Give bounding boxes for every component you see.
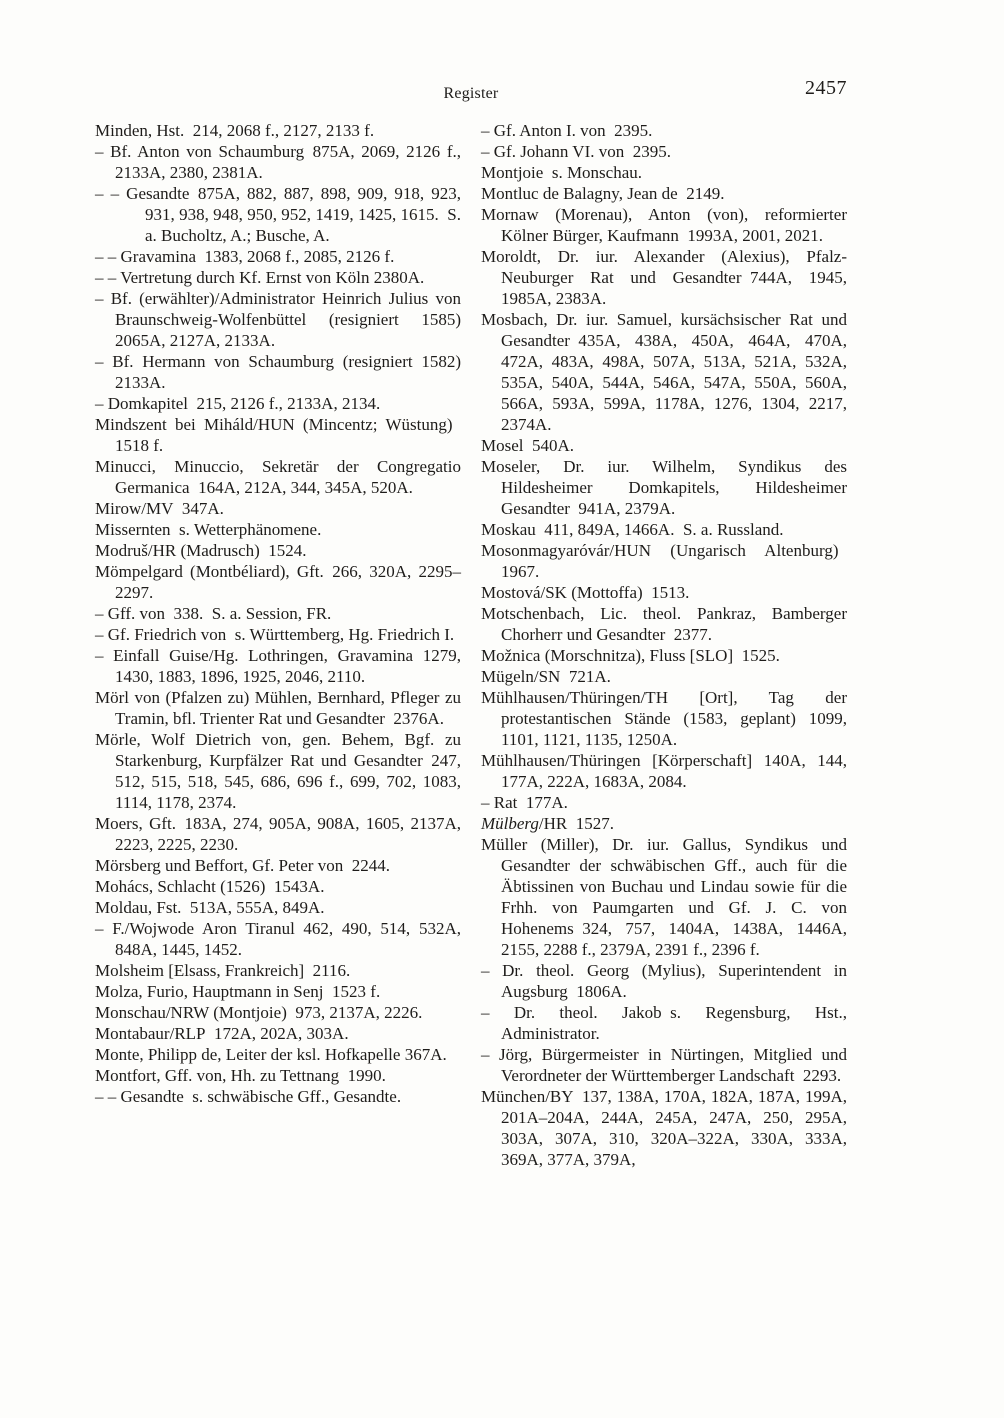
entry-text: – Gf. Friedrich von s. Württemberg, Hg. Friedrich I. bbox=[95, 625, 455, 644]
index-entry bbox=[95, 918, 461, 960]
entry-text: Montluc de Balagny, Jean de 2149. bbox=[481, 184, 725, 203]
index-entry bbox=[95, 897, 461, 918]
index-entry bbox=[481, 1044, 847, 1086]
entry-text: Mühlhausen/Thüringen/TH [Ort], Tag der protestantischen Stände (1583, geplant) 1099, 1101, 1121, 1135, 1250A. bbox=[481, 688, 847, 749]
index-entry bbox=[95, 561, 461, 603]
index-entry bbox=[95, 267, 461, 288]
entry-text: Montabaur/RLP 172A, 202A, 303A. bbox=[95, 1024, 349, 1043]
entry-text: – Bf. (erwählter)/Administrator Heinrich Julius von Braunschweig-Wolfenbüttel (resigniert 1585) 2065A, 2127A, 2133A. bbox=[95, 289, 461, 350]
entry-text: Mosbach, Dr. iur. Samuel, kursächsischer Rat und Gesandter 435A, 438A, 450A, 464A, 470A, 472A, 483A, 498A, 507A, 513A, 521A, 532A, 535A, 540A, 544A, 546A, 547A, 550A, 560A, 566A, 593A, 599A, 1178A, 1276, 1304, 2217, 2374A. bbox=[481, 310, 847, 434]
entry-text: – F./Wojwode Aron Tiranul 462, 490, 514, 532A, 848A, 1445, 1452. bbox=[95, 919, 461, 959]
entry-text: Mügeln/SN 721A. bbox=[481, 667, 611, 686]
entry-text: – Jörg, Bürgermeister in Nürtingen, Mitglied und Verordneter der Württemberger Landschaft 2293. bbox=[481, 1045, 847, 1085]
entry-text: – Gf. Johann VI. von 2395. bbox=[481, 142, 671, 161]
entry-text: Mühlhausen/Thüringen [Körperschaft] 140A, 144, 177A, 222A, 1683A, 2084. bbox=[481, 751, 847, 791]
index-entry bbox=[95, 540, 461, 561]
entry-text: – – Gesandte 875A, 882, 887, 898, 909, 918, 923, 931, 938, 948, 950, 952, 1419, 1425, 1615. S. a. Bucholtz, A.; Busche, A. bbox=[95, 184, 461, 245]
index-entry bbox=[481, 603, 847, 645]
index-entry bbox=[481, 1086, 847, 1170]
index-entry bbox=[481, 792, 847, 813]
entry-text: Moroldt, Dr. iur. Alexander (Alexius), Pfalz-Neuburger Rat und Gesandter 744A, 1945, 1985A, 2383A. bbox=[481, 247, 847, 308]
index-entry bbox=[95, 288, 461, 351]
index-entry bbox=[95, 687, 461, 729]
entry-text: – Gf. Anton I. von 2395. bbox=[481, 121, 653, 140]
entry-text: Mörle, Wolf Dietrich von, gen. Behem, Bgf. zu Starkenburg, Kurpfälzer Rat und Gesandter 247, 512, 515, 518, 545, 686, 696 f., 699, 702, 1083, 1114, 1178, 2374. bbox=[95, 730, 461, 812]
index-entry bbox=[95, 141, 461, 183]
entry-text: – Gff. von 338. S. a. Session, FR. bbox=[95, 604, 332, 623]
index-entry bbox=[481, 687, 847, 750]
index-entry bbox=[95, 624, 461, 645]
entry-text: München/BY 137, 138A, 170A, 182A, 187A, 199A, 201A–204A, 244A, 245A, 247A, 250, 295A, 303A, 307A, 310, 320A–322A, 330A, 333A, 369A, 377A, 379A, bbox=[481, 1087, 847, 1169]
entry-text: Montjoie s. Monschau. bbox=[481, 163, 643, 182]
entry-text: – – Gesandte s. schwäbische Gff., Gesandte. bbox=[95, 1087, 402, 1106]
index-entry bbox=[481, 435, 847, 456]
entry-text: – – Vertretung durch Kf. Ernst von Köln 2380A. bbox=[95, 268, 425, 287]
entry-text: Moskau 411, 849A, 1466A. S. a. Russland. bbox=[481, 520, 784, 539]
entry-text: Mindszent bei Miháld/HUN (Mincentz; Wüstung) 1518 f. bbox=[95, 415, 461, 455]
entry-text: – Domkapitel 215, 2126 f., 2133A, 2134. bbox=[95, 394, 381, 413]
index-entry bbox=[481, 1002, 847, 1044]
entry-text: Mostová/SK (Mottoffa) 1513. bbox=[481, 583, 690, 602]
entry-text: /HR 1527. bbox=[538, 814, 615, 833]
index-entry bbox=[95, 1002, 461, 1023]
entry-text: Monte, Philipp de, Leiter der ksl. Hofkapelle 367A. bbox=[95, 1045, 447, 1064]
entry-text: Možnica (Morschnitza), Fluss [SLO] 1525. bbox=[481, 646, 780, 665]
index-entry bbox=[481, 666, 847, 687]
entry-text: Mömpelgard (Montbéliard), Gft. 266, 320A, 2295–2297. bbox=[95, 562, 461, 602]
index-entry bbox=[481, 309, 847, 435]
index-entry bbox=[481, 834, 847, 960]
index-entry bbox=[481, 645, 847, 666]
entry-text: – Bf. Anton von Schaumburg 875A, 2069, 2126 f., 2133A, 2380, 2381A. bbox=[95, 142, 461, 182]
entry-text: Monschau/NRW (Montjoie) 973, 2137A, 2226. bbox=[95, 1003, 423, 1022]
entry-text: Mörsberg und Beffort, Gf. Peter von 2244. bbox=[95, 856, 390, 875]
entry-text: – Dr. theol. Jakob s. Regensburg, Hst., Administrator. bbox=[481, 1003, 847, 1043]
index-entry bbox=[95, 1086, 461, 1107]
index-entry bbox=[481, 456, 847, 519]
index-entry bbox=[481, 540, 847, 582]
entry-text: Müller (Miller), Dr. iur. Gallus, Syndikus und Gesandter der schwäbischen Gff., auch für die Äbtissinen von Buchau und Lindau sowie für die Frhh. von Paumgarten und Gf. J. C. von Hohenems 324, 757, 1404A, 1438A, 1446A, 2155, 2288 f., 2379A, 2391 f., 2396 f. bbox=[481, 835, 847, 959]
entry-text: Mörl von (Pfalzen zu) Mühlen, Bernhard, Pfleger zu Tramin, bfl. Trienter Rat und Gesandter 2376A. bbox=[95, 688, 461, 728]
index-entry bbox=[95, 855, 461, 876]
index-entry bbox=[95, 1023, 461, 1044]
index-entry bbox=[95, 519, 461, 540]
entry-text: Mirow/MV 347A. bbox=[95, 499, 224, 518]
entry-text: Molsheim [Elsass, Frankreich] 2116. bbox=[95, 961, 351, 980]
index-entry bbox=[481, 120, 847, 141]
entry-text: Moseler, Dr. iur. Wilhelm, Syndikus des Hildesheimer Domkapitels, Hildesheimer Gesandter 941A, 2379A. bbox=[481, 457, 847, 518]
index-entry bbox=[95, 246, 461, 267]
index-entry bbox=[95, 120, 461, 141]
entry-text: Mohács, Schlacht (1526) 1543A. bbox=[95, 877, 325, 896]
page-number: 2457 bbox=[805, 77, 847, 99]
running-head-title: Register bbox=[443, 85, 499, 102]
index-entry bbox=[481, 750, 847, 792]
entry-text: Molza, Furio, Hauptmann in Senj 1523 f. bbox=[95, 982, 381, 1001]
entry-text: Montfort, Gff. von, Hh. zu Tettnang 1990. bbox=[95, 1066, 386, 1085]
entry-text: – Bf. Hermann von Schaumburg (resigniert 1582) 2133A. bbox=[95, 352, 461, 392]
entry-text: – Einfall Guise/Hg. Lothringen, Gravamina 1279, 1430, 1883, 1896, 1925, 2046, 2110. bbox=[95, 646, 461, 686]
index-entry bbox=[95, 183, 461, 246]
index-entry bbox=[95, 876, 461, 897]
index-entry bbox=[95, 981, 461, 1002]
running-head bbox=[95, 77, 847, 108]
entry-text: Minucci, Minuccio, Sekretär der Congregatio Germanica 164A, 212A, 344, 345A, 520A. bbox=[95, 457, 461, 497]
index-entry bbox=[95, 729, 461, 813]
entry-text: Modruš/HR (Madrusch) 1524. bbox=[95, 541, 307, 560]
entry-text: – – Gravamina 1383, 2068 f., 2085, 2126 f. bbox=[95, 247, 395, 266]
index-entry bbox=[481, 519, 847, 540]
entry-text: – Rat 177A. bbox=[481, 793, 568, 812]
index-entry bbox=[95, 414, 461, 456]
entry-text: – Dr. theol. Georg (Mylius), Superintendent in Augsburg 1806A. bbox=[481, 961, 847, 1001]
column-left bbox=[95, 120, 461, 1107]
index-entry bbox=[95, 1044, 461, 1065]
index-entry bbox=[95, 456, 461, 498]
index-entry bbox=[481, 960, 847, 1002]
index-entry bbox=[481, 582, 847, 603]
column-right bbox=[481, 120, 847, 1170]
index-entry bbox=[95, 393, 461, 414]
index-entry bbox=[95, 960, 461, 981]
entry-text: Minden, Hst. 214, 2068 f., 2127, 2133 f. bbox=[95, 121, 375, 140]
entry-text: Motschenbach, Lic. theol. Pankraz, Bamberger Chorherr und Gesandter 2377. bbox=[481, 604, 847, 644]
entry-text: Mornaw (Morenau), Anton (von), reformierter Kölner Bürger, Kaufmann 1993A, 2001, 2021. bbox=[481, 205, 847, 245]
entry-text: Moldau, Fst. 513A, 555A, 849A. bbox=[95, 898, 325, 917]
index-entry bbox=[481, 141, 847, 162]
index-entry bbox=[95, 351, 461, 393]
index-entry bbox=[95, 603, 461, 624]
entry-text: Mosonmagyaróvár/HUN (Ungarisch Altenburg) 1967. bbox=[481, 541, 847, 581]
index-entry bbox=[481, 162, 847, 183]
index-entry bbox=[95, 498, 461, 519]
index-entry bbox=[481, 204, 847, 246]
index-entry bbox=[95, 1065, 461, 1086]
entry-text: Mosel 540A. bbox=[481, 436, 575, 455]
index-entry bbox=[481, 246, 847, 309]
index-entry bbox=[481, 813, 847, 834]
entry-text: Moers, Gft. 183A, 274, 905A, 908A, 1605, 2137A, 2223, 2225, 2230. bbox=[95, 814, 461, 854]
entry-text: Missernten s. Wetterphänomene. bbox=[95, 520, 322, 539]
italic-headword: Mülberg bbox=[481, 814, 539, 833]
index-entry bbox=[95, 813, 461, 855]
index-entry bbox=[95, 645, 461, 687]
index-entry bbox=[481, 183, 847, 204]
